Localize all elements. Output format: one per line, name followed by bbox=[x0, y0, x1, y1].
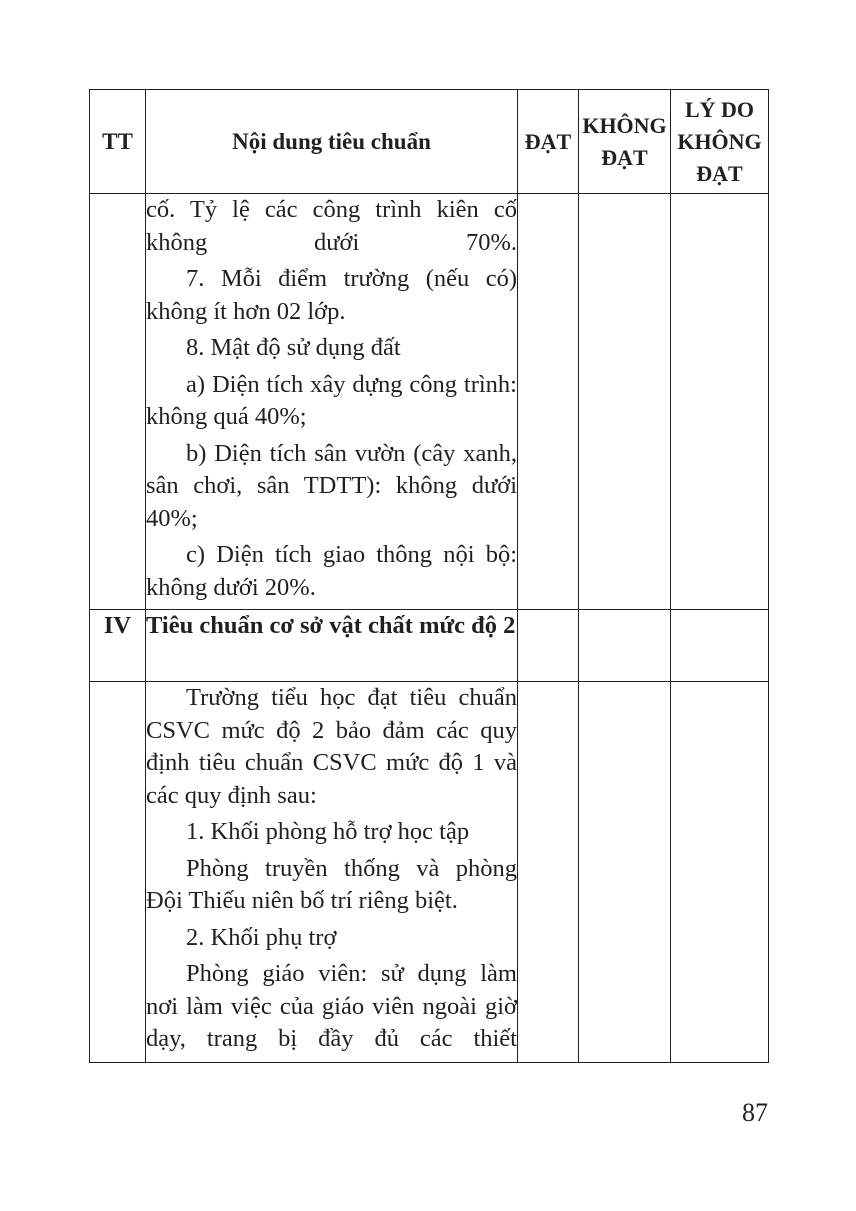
header-khong-dat bbox=[579, 90, 671, 194]
header-ly-do-line2: KHÔNG bbox=[677, 128, 762, 154]
header-khong-dat-line2: ĐẠT bbox=[601, 144, 648, 170]
header-content: Nội dung tiêu chuẩn bbox=[146, 90, 518, 194]
header-khong-dat-line1: KHÔNG bbox=[582, 112, 667, 138]
paragraph: b) Diện tích sân vườn (cây xanh, sân chơi, sân TDTT): không dưới 40%; bbox=[146, 439, 517, 532]
header-ly-do bbox=[671, 90, 769, 194]
row-ly-do-cell bbox=[671, 610, 769, 682]
row-tt bbox=[90, 682, 146, 1063]
row-ly-do-cell bbox=[671, 682, 769, 1063]
page-number: 87 bbox=[742, 1098, 768, 1127]
row-khong-dat-cell bbox=[579, 610, 671, 682]
row-khong-dat-cell bbox=[579, 682, 671, 1063]
header-ly-do-line1: LÝ DO bbox=[684, 96, 755, 122]
header-ly-do-line3: ĐẠT bbox=[696, 160, 743, 186]
header-row bbox=[90, 90, 769, 194]
paragraph: Phòng giáo viên: sử dụng làm nơi làm việc của giáo viên ngoài giờ dạy, trang bị đầy đủ các thiết bbox=[146, 960, 517, 1052]
paragraph: 8. Mật độ sử dụng đất bbox=[186, 334, 401, 361]
row-ly-do-cell bbox=[671, 194, 769, 610]
section-title: Tiêu chuẩn cơ sở vật chất mức độ 2 bbox=[146, 612, 516, 639]
paragraph: a) Diện tích xây dựng công trình: không quá 40%; bbox=[146, 370, 517, 430]
table-row bbox=[90, 682, 769, 1063]
row-content bbox=[146, 610, 518, 682]
row-tt bbox=[90, 194, 146, 610]
paragraph: 2. Khối phụ trợ bbox=[186, 923, 337, 951]
row-dat-cell bbox=[518, 194, 579, 610]
row-khong-dat-cell bbox=[579, 194, 671, 610]
paragraph: 1. Khối phòng hỗ trợ học tập bbox=[186, 818, 470, 845]
criteria-table bbox=[89, 89, 769, 1063]
table-row bbox=[90, 194, 769, 610]
table-row bbox=[90, 610, 769, 682]
row-dat-cell bbox=[518, 682, 579, 1063]
header-tt: TT bbox=[90, 90, 146, 194]
row-content bbox=[146, 194, 518, 610]
paragraph: cố. Tỷ lệ các công trình kiên cố không dưới 70%. bbox=[146, 196, 517, 256]
row-content bbox=[146, 682, 518, 1063]
paragraph: Phòng truyền thống và phòng Đội Thiếu niên bố trí riêng biệt. bbox=[146, 854, 517, 914]
paragraph: 7. Mỗi điểm trường (nếu có) không ít hơn 02 lớp. bbox=[146, 265, 517, 325]
paragraph: Trường tiểu học đạt tiêu chuẩn CSVC mức độ 2 bảo đảm các quy định tiêu chuẩn CSVC mức độ 1 và các quy định sau: bbox=[146, 684, 517, 809]
header-dat: ĐẠT bbox=[518, 90, 579, 194]
row-dat-cell bbox=[518, 610, 579, 682]
row-tt: IV bbox=[90, 610, 146, 682]
paragraph: c) Diện tích giao thông nội bộ: không dưới 20%. bbox=[146, 541, 517, 601]
